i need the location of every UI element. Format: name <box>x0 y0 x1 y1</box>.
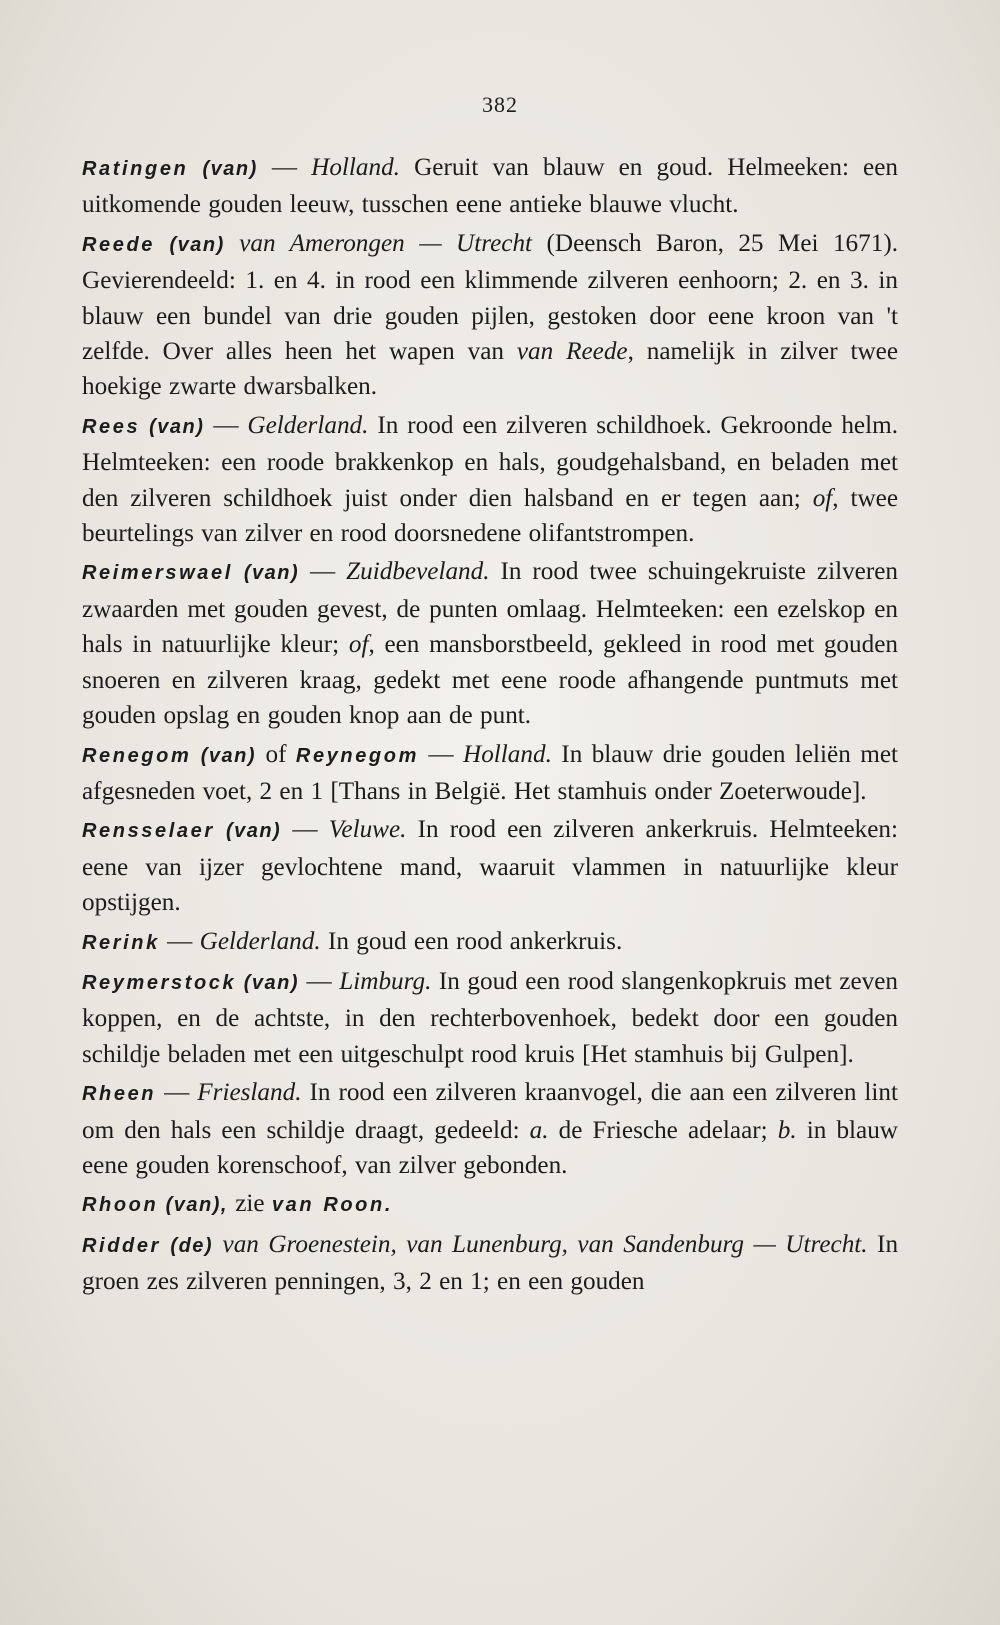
entry-text: Geruit van blauw en goud. Helmeeken: een uitkomende gouden leeuw, tusschen eene antieke blauwe vlucht. <box>82 154 898 219</box>
entry-italic: of <box>348 631 369 659</box>
entry-region: Limburg. <box>339 967 432 995</box>
entry-mid: of <box>256 740 296 768</box>
entry-text-cont: , twee beurtelings van zilver en rood doorsnedene olifantstrompen. <box>82 484 898 548</box>
entry-text: In rood een zilveren kraanvogel, die aan een zilveren lint om den hals een schildje draagt, gedeeld: <box>82 1079 899 1144</box>
entry-italic: of <box>812 484 833 512</box>
entry-name: Rheen <box>82 1083 157 1106</box>
entry-text-cont: , een mansborstbeeld, gekleed in rood met gouden snoeren en zilveren kraag, gedekt met eene roode afhangende puntmuts met gouden opslag en gouden knop aan de punt. <box>82 631 898 730</box>
entry-name: Ratingen <box>82 158 189 180</box>
entry-rensselaer <box>82 812 898 920</box>
entry-prep: (van) <box>149 415 205 438</box>
entry-text-cont: , namelijk in zilver twee hoekige zwarte dwarsbalken. <box>82 338 898 401</box>
entry-name: Renegom <box>82 744 192 767</box>
entry-separator: — <box>299 558 347 586</box>
entry-crossref: van Roon. <box>271 1194 393 1217</box>
entry-name: Rees <box>82 415 141 438</box>
entry-text-cont: de Friesche adelaar; <box>548 1116 778 1144</box>
entry-prep: (van) <box>200 744 257 767</box>
entry-rerink <box>82 924 898 961</box>
entry-italic: van Reede <box>516 338 628 366</box>
entry-prep: (van) <box>225 820 282 843</box>
entry-renegom <box>82 737 898 810</box>
entry-region: Gelderland. <box>247 411 369 439</box>
entry-name: Reimerswael <box>82 562 233 585</box>
entry-italic-2: b. <box>777 1116 797 1144</box>
entry-region: Veluwe. <box>328 816 407 844</box>
entry-ratingen <box>82 150 898 223</box>
entry-separator <box>225 230 239 257</box>
entry-name: Reymerstock <box>82 971 237 994</box>
entry-region: Friesland. <box>197 1079 302 1107</box>
entry-separator: — <box>257 154 312 181</box>
entry-region: Gelderland. <box>199 927 321 955</box>
entry-region: Holland. <box>463 740 552 768</box>
entry-separator: — <box>299 967 340 995</box>
entry-name: Reede <box>82 233 156 256</box>
entry-prep: (van) <box>243 562 300 585</box>
entry-text: In rood een zilveren schildhoek. Gekroonde helm. Helmteeken: een roode brakkenkop en hals, goudgehalsband, en beladen met den zilveren schildhoek juist onder dien halsband en er tegen aan; <box>82 411 898 512</box>
entry-rees <box>82 408 898 552</box>
entry-italic: a. <box>529 1116 549 1144</box>
entry-region: Zuidbeveland. <box>346 558 490 586</box>
entry-rheen <box>82 1075 898 1183</box>
entry-separator <box>213 1231 222 1258</box>
entry-reymerstock <box>82 964 898 1072</box>
entry-separator: — <box>281 816 329 844</box>
entry-text: In goud een rood slangenkopkruis met zeven koppen, en de achtste, in den rechterbovenhoek, bedekt door een gouden schildje beladen met een uitgeschulpt rood kruis [Het stamhuis bij Gulpen]. <box>82 967 899 1068</box>
entry-prep: (van) <box>169 233 225 256</box>
entry-text: In goud een rood ankerkruis. <box>320 927 623 955</box>
entry-prep: (van), <box>165 1194 228 1217</box>
entry-prep: (de) <box>170 1234 214 1257</box>
entry-name-alt: Reynegom <box>295 744 419 767</box>
entry-rhoon <box>82 1186 898 1223</box>
entry-separator: — <box>204 411 248 439</box>
entry-name: Rensselaer <box>82 820 215 843</box>
entry-name: Rhoon <box>82 1194 159 1217</box>
entry-region: van Groenestein, van Lunenburg, van Sandenburg — Utrecht. <box>222 1230 868 1258</box>
entry-text: In groen zes zilveren penningen, 3, 2 en 1; en een gouden <box>82 1230 899 1296</box>
entry-name: Rerink <box>82 931 160 954</box>
entry-region: Holland. <box>311 154 400 181</box>
entry-text: In rood een zilveren ankerkruis. Helmteeken: eene van ijzer gevlochtene mand, waaruit vlammen in natuurlijke kleur opstijgen. <box>82 816 899 917</box>
entry-text: In rood twee schuingekruiste zilveren zwaarden met gouden gevest, de punten omlaag. Helmteeken: een ezelskop en hals in natuurlijke kleur; <box>82 558 898 659</box>
entry-name: Ridder <box>82 1234 161 1257</box>
entry-separator: — <box>156 1079 198 1107</box>
entry-ridder <box>82 1227 898 1300</box>
entry-reede <box>82 226 898 405</box>
entry-prep: (van) <box>202 158 258 180</box>
entry-separator: — <box>418 740 464 768</box>
page-body <box>82 150 898 1303</box>
entry-separator: — <box>159 927 200 955</box>
entry-region: van Amerongen — Utrecht <box>239 229 533 257</box>
entry-reimerswael <box>82 554 898 733</box>
entry-text: (Deensch Baron, 25 Mei 1671). Gevierendeeld: 1. en 4. in rood een klimmende zilveren eenhoorn; 2. en 3. in blauw een bundel van drie gouden pijlen, gestoken door eene kroon van 't zelfde. Over alles heen het wapen van <box>82 229 899 366</box>
entry-prep: (van) <box>243 971 300 994</box>
page-number: 382 <box>482 92 518 117</box>
entry-text: In blauw drie gouden leliën met afgesneden voet, 2 en 1 [Thans in België. Het stamhuis onder Zoeterwoude]. <box>82 740 899 805</box>
entry-text-cont-2: in blauw eene gouden korenschoof, van zilver gebonden. <box>82 1116 899 1179</box>
entry-separator: zie <box>227 1190 272 1218</box>
